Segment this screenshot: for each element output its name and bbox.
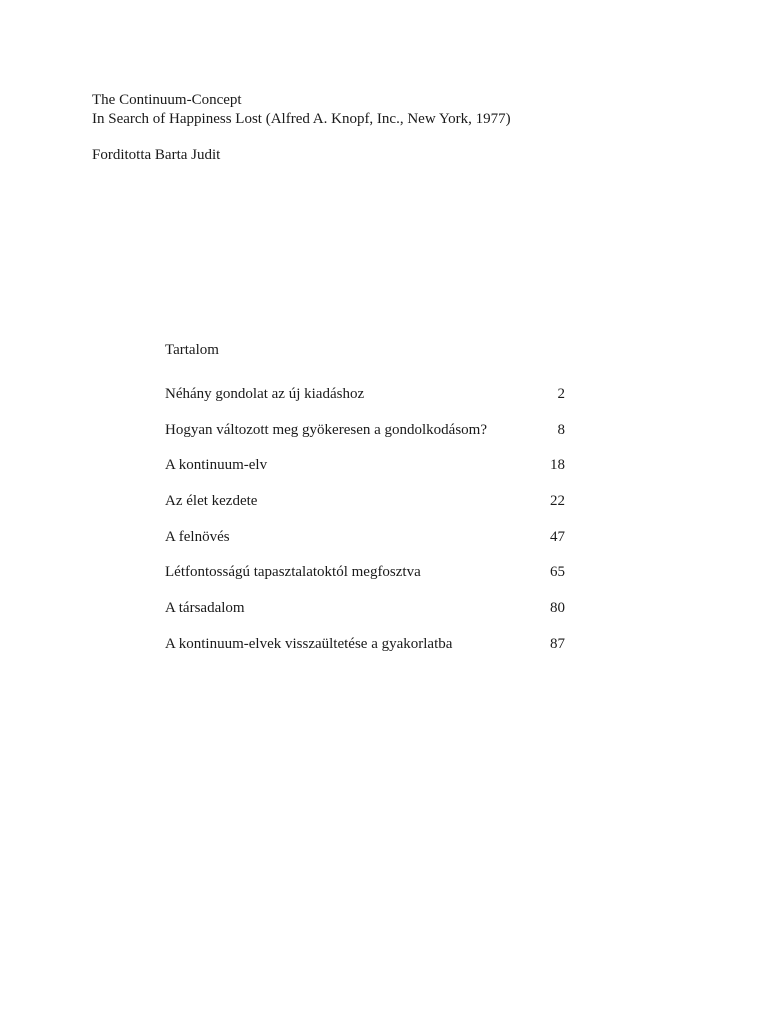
toc-entry-page: 8 xyxy=(557,421,565,438)
toc-entry-title: A kontinuum-elv xyxy=(165,457,268,474)
table-of-contents xyxy=(165,341,565,671)
toc-entry-title: Hogyan változott meg gyökeresen a gondolkodásom? xyxy=(165,421,488,438)
book-subtitle: In Search of Happiness Lost (Alfred A. Knopf, Inc., New York, 1977) xyxy=(92,111,511,127)
toc-entry-page: 2 xyxy=(557,386,565,402)
book-title: The Continuum-Concept xyxy=(92,92,242,108)
toc-entry xyxy=(165,492,565,528)
toc-entry xyxy=(165,528,565,564)
toc-entry-title: Létfontosságú tapasztalatoktól megfosztva xyxy=(165,564,421,581)
toc-entry-page: 65 xyxy=(550,564,565,581)
toc-entry-title: A társadalom xyxy=(165,600,245,617)
toc-entry xyxy=(165,599,565,635)
toc-entry-page: 80 xyxy=(550,600,565,617)
toc-entry-page: 22 xyxy=(550,493,565,510)
toc-entry xyxy=(165,635,565,671)
toc-entry xyxy=(165,385,565,421)
toc-entry-page: 18 xyxy=(550,457,565,474)
toc-entry-title: A felnövés xyxy=(165,528,230,545)
toc-entry xyxy=(165,563,565,599)
translator-credit: Forditotta Barta Judit xyxy=(92,147,221,163)
toc-entry xyxy=(165,421,565,457)
toc-heading: Tartalom xyxy=(165,342,219,358)
toc-entry-page: 47 xyxy=(550,528,565,545)
toc-entry-title: A kontinuum-elvek visszaültetése a gyakorlatba xyxy=(165,635,453,652)
toc-entry-title: Néhány gondolat az új kiadáshoz xyxy=(165,386,365,402)
book-header xyxy=(92,91,511,165)
toc-entry xyxy=(165,456,565,492)
toc-entry-title: Az élet kezdete xyxy=(165,493,258,510)
toc-entry-page: 87 xyxy=(550,635,565,652)
